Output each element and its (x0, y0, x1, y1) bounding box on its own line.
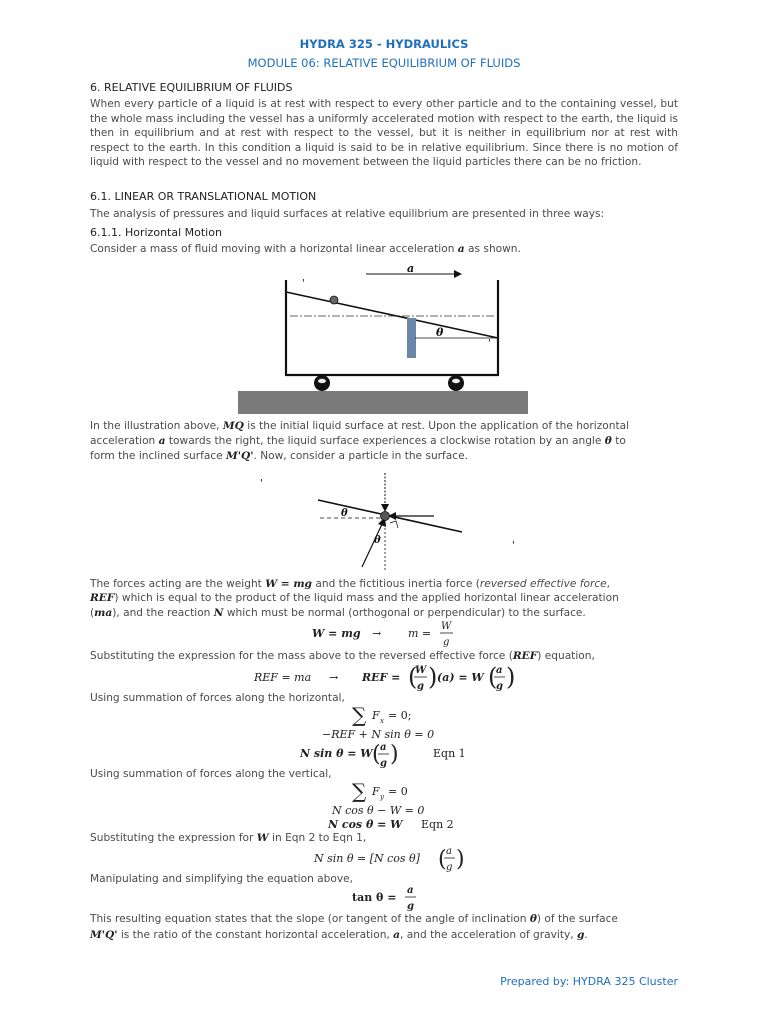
section-6-1-1-heading: 6.1.1. Horizontal Motion (90, 226, 222, 239)
svg-text:→: → (329, 671, 339, 684)
tick-mark-left: ' (302, 278, 305, 289)
gauge-column (407, 318, 416, 358)
svg-text:g: g (417, 681, 424, 692)
svg-text:g: g (407, 901, 414, 912)
acceleration-arrowhead (454, 270, 462, 278)
svg-text:N sin θ = [N cos θ]: N sin θ = [N cos θ] (314, 852, 420, 865)
svg-text:(: ( (372, 742, 381, 767)
svg-text:tan θ =: tan θ = (352, 891, 397, 904)
forces-line-2: REF) which is equal to the product of the liquid mass and the applied horizontal linear acceleration (90, 592, 619, 604)
svg-text:= 0;: = 0; (388, 709, 412, 722)
svg-text:a: a (446, 846, 452, 857)
svg-text:∑: ∑ (352, 779, 367, 803)
svg-text:(: ( (408, 663, 418, 691)
manipulation-text: Manipulating and simplifying the equation above, (90, 873, 354, 885)
svg-text:g: g (443, 637, 450, 648)
equation-horizontal-sum (300, 702, 500, 772)
tick-mark-right: ' (488, 338, 491, 349)
svg-text:Eqn 2: Eqn 2 (421, 818, 454, 831)
svg-text:REF = ma: REF = ma (254, 671, 312, 684)
result-line-1: This resulting equation states that the slope (or tangent of the angle of inclination θ) of the surface (90, 913, 618, 925)
section-6-paragraph: When every particle of a liquid is at rest with respect to every other particle and to the containing vessel, but the whole mass including the vessel has a uniformly accelerated motion with respect to the earth, the liquid is then in equilibrium and at rest with respect to the vessel, but it is neither in equilibrium nor at rest with respect to the earth. In this condition a liquid is said to be in relative equilibrium. Since there is no motion of liquid with respect to the vessel and no movement between the liquid particles there can be no friction. (90, 98, 678, 169)
intro-end: as shown. (468, 243, 521, 255)
svg-text:→: → (372, 627, 382, 640)
acceleration-label: a (407, 262, 415, 275)
illustration-line-2: acceleration a towards the right, the liquid surface experiences a clockwise rotation by an angle θ to (90, 435, 626, 447)
svg-text:N cos θ = W: N cos θ = W (328, 818, 403, 831)
equation-vertical-sum (330, 778, 500, 832)
svg-text:a: a (496, 665, 503, 676)
svg-text:F: F (372, 785, 380, 798)
equation-ref (252, 662, 522, 694)
intro-var-a: a (457, 243, 465, 255)
tick-mark-left: ' (260, 478, 263, 489)
svg-text:= 0: = 0 (388, 785, 408, 798)
svg-text:m =: m = (408, 627, 432, 640)
section-6-1-1-intro (90, 243, 521, 255)
svg-text:(: ( (488, 663, 498, 691)
svg-text:∑: ∑ (352, 703, 367, 727)
particle (381, 512, 390, 521)
svg-text:g: g (446, 862, 453, 873)
section-6-1-intro: The analysis of pressures and liquid surfaces at relative equilibrium are presented in three ways: (90, 208, 605, 220)
svg-text:Eqn 1: Eqn 1 (433, 747, 466, 760)
svg-text:x: x (380, 717, 384, 725)
section-6-heading: 6. RELATIVE EQUILIBRIUM OF FLUIDS (90, 81, 293, 94)
angle-label-top: θ (341, 508, 348, 519)
forces-line-1: The forces acting are the weight W = mg and the fictitious inertia force (reversed effective force, (90, 578, 611, 590)
substitution-line-2: Substituting the expression for W in Eqn 2 to Eqn 1, (90, 832, 367, 844)
svg-text:REF =: REF = (362, 671, 401, 684)
inclined-surface-line (286, 292, 498, 338)
horizontal-sum-text: Using summation of forces along the horizontal, (90, 692, 345, 704)
equation-weight-mass (310, 617, 470, 649)
tick-mark-right: ' (512, 540, 515, 551)
intro-text: Consider a mass of fluid moving with a horizontal linear acceleration (90, 243, 455, 255)
particle-free-body-diagram (250, 470, 530, 580)
tank-figure (230, 258, 540, 418)
footer-credit: Prepared by: HYDRA 325 Cluster (500, 975, 678, 988)
course-title: HYDRA 325 - HYDRAULICS (299, 37, 469, 51)
svg-text:W: W (415, 665, 427, 676)
illustration-line-1: In the illustration above, MQ is the initial liquid surface at rest. Upon the application of the horizontal (90, 420, 630, 432)
svg-text:g: g (496, 681, 503, 692)
svg-text:−REF + N sin θ = 0: −REF + N sin θ = 0 (322, 728, 435, 741)
svg-text:a: a (380, 742, 387, 753)
right-angle-mark (390, 521, 398, 528)
svg-text:N cos θ − W = 0: N cos θ − W = 0 (332, 804, 425, 817)
svg-text:(: ( (438, 847, 447, 872)
svg-text:): ) (456, 847, 465, 872)
svg-text:W = mg: W = mg (312, 627, 361, 640)
svg-text:): ) (428, 663, 438, 691)
equation-tan-theta (350, 882, 430, 914)
forces-line-3: (ma), and the reaction N which must be normal (orthogonal or perpendicular) to the surface. (90, 607, 586, 619)
angle-label-bottom: θ (374, 535, 381, 546)
result-line-2: M'Q' is the ratio of the constant horizontal acceleration, a, and the acceleration of gravity, g. (90, 929, 588, 941)
svg-text:): ) (390, 742, 399, 767)
surface-particle (330, 296, 338, 304)
illustration-line-3: form the inclined surface M'Q'. Now, consider a particle in the surface. (90, 450, 468, 462)
svg-text:y: y (380, 793, 384, 801)
module-title: MODULE 06: RELATIVE EQUILIBRIUM OF FLUIDS (247, 56, 521, 70)
ground-slab (238, 391, 528, 414)
svg-text:g: g (380, 758, 387, 769)
vertical-sum-text: Using summation of forces along the vertical, (90, 768, 332, 780)
substitution-line-1: Substituting the expression for the mass above to the reversed effective force (REF) equation, (90, 650, 595, 662)
angle-label: θ (436, 326, 444, 339)
svg-text:(a) = W: (a) = W (437, 671, 484, 684)
tank-walls (286, 280, 498, 375)
svg-text:W: W (441, 621, 452, 632)
svg-text:): ) (506, 663, 516, 691)
section-6-1-heading: 6.1. LINEAR OR TRANSLATIONAL MOTION (90, 190, 317, 203)
svg-text:a: a (407, 885, 414, 896)
svg-text:F: F (372, 709, 380, 722)
equation-substituted (312, 843, 472, 875)
svg-text:N sin θ = W: N sin θ = W (300, 747, 373, 760)
